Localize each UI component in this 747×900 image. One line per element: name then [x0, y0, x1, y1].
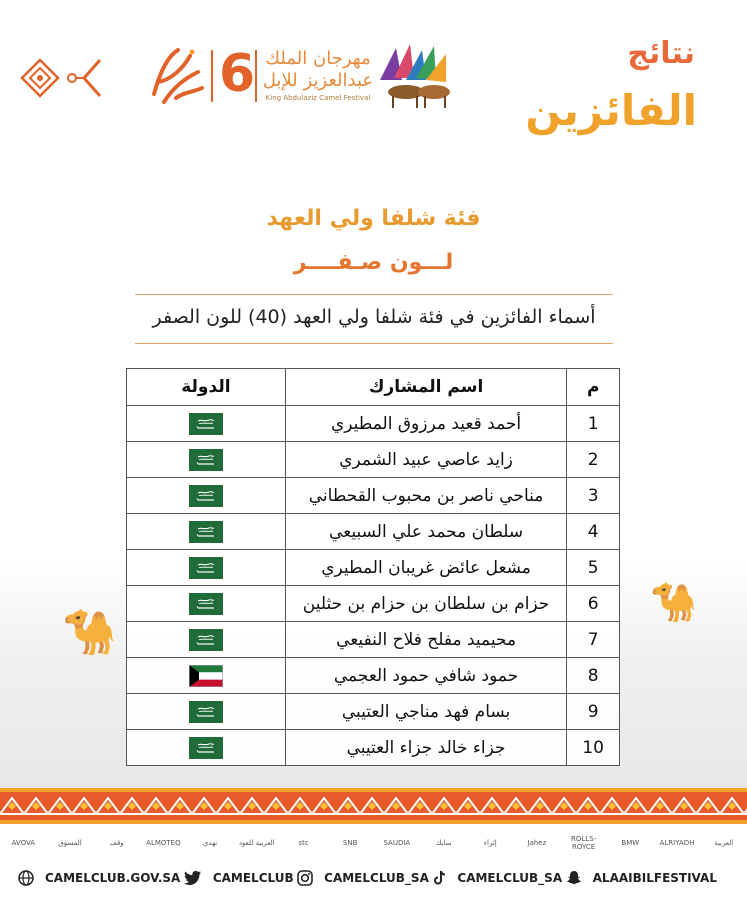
social-link-tiktok[interactable]: [432, 870, 562, 886]
row-number: 6: [567, 586, 620, 622]
country-cell: [127, 622, 286, 658]
saudi-arabia-flag-icon: [189, 629, 223, 651]
sponsor-name: Jahez: [527, 839, 547, 847]
sponsor-name: المسوق: [58, 839, 82, 847]
sponsor-logo: [560, 835, 607, 851]
footer-sadu-pattern: [0, 788, 747, 824]
sponsor-name: ROLLS-ROYCE: [571, 835, 597, 851]
camel-silhouette-icon: 🐪: [650, 580, 698, 624]
sponsor-logo: [280, 839, 327, 847]
title-winners: الفائزين: [525, 86, 697, 135]
table-row: [127, 694, 620, 730]
participant-name: حزام بن سلطان بن حزام بن حثلين: [285, 586, 567, 622]
social-handle: CAMELCLUB: [212, 871, 294, 885]
saudi-arabia-flag-icon: [189, 593, 223, 615]
sponsors-bar: [0, 826, 747, 860]
social-link-snapchat[interactable]: [566, 870, 717, 886]
participant-name: جزاء خالد جزاء العتيبي: [285, 730, 567, 766]
sponsor-logo: [140, 839, 187, 847]
table-row: [127, 622, 620, 658]
decorative-arrow-icon: [18, 56, 104, 100]
sponsor-name: نهدي: [202, 839, 218, 847]
table-row: [127, 730, 620, 766]
table-row: [127, 442, 620, 478]
logo-divider: [255, 50, 257, 102]
country-cell: [127, 730, 286, 766]
winners-table: [126, 368, 620, 766]
title-results: نتائج: [627, 36, 695, 71]
sponsor-name: AVOVA: [11, 839, 36, 847]
divider: [135, 343, 613, 344]
country-cell: [127, 694, 286, 730]
table-row: [127, 586, 620, 622]
country-cell: [127, 658, 286, 694]
saudi-arabia-flag-icon: [189, 413, 223, 435]
social-handle: CAMELCLUB_SA: [457, 871, 563, 885]
participant-name: أحمد قعيد مرزوق المطيري: [285, 406, 567, 442]
row-number: 8: [567, 658, 620, 694]
participant-name: محيميد مفلح فلاح النفيعي: [285, 622, 567, 658]
divider: [135, 294, 613, 295]
sponsor-name: العربية: [714, 839, 734, 847]
sponsor-name: stc: [298, 839, 309, 847]
festival-number: 6: [219, 44, 256, 104]
sponsor-logo: [374, 839, 421, 847]
tiktok-icon: [432, 870, 451, 886]
social-handle: CAMELCLUB.GOV.SA: [45, 871, 181, 885]
sponsor-name: إثراء: [483, 839, 497, 847]
sponsor-name: سابك: [435, 839, 452, 847]
row-number: 4: [567, 514, 620, 550]
category-color: لـــون صـفــــر: [293, 250, 454, 275]
participant-name: زايد عاصي عبيد الشمري: [285, 442, 567, 478]
sponsor-logo: [607, 839, 654, 847]
participant-name: سلطان محمد علي السبيعي: [285, 514, 567, 550]
table-header-row: [127, 369, 620, 406]
sponsor-logo: [47, 839, 94, 847]
winners-subtitle: أسماء الفائزين في فئة شلفا ولي العهد (40) للون الصفر: [152, 306, 596, 328]
table-row: [127, 406, 620, 442]
camel-silhouette-icon: 🐪: [62, 607, 117, 658]
social-link-globe[interactable]: [18, 870, 180, 886]
country-cell: [127, 478, 286, 514]
globe-icon: [18, 870, 39, 886]
instagram-icon: [297, 870, 318, 886]
table-row: [127, 550, 620, 586]
kuwait-flag-icon: [189, 665, 223, 687]
country-cell: [127, 406, 286, 442]
twitter-icon: [184, 870, 207, 886]
row-number: 1: [567, 406, 620, 442]
saudi-arabia-flag-icon: [189, 701, 223, 723]
row-number: 7: [567, 622, 620, 658]
country-cell: [127, 550, 286, 586]
sponsor-name: ALMOTEQ: [146, 839, 181, 847]
social-links-bar: [0, 866, 747, 890]
country-cell: [127, 586, 286, 622]
sponsor-logo: [514, 839, 561, 847]
sponsor-name: SNB: [342, 839, 358, 847]
participant-name: حمود شافي حمود العجمي: [285, 658, 567, 694]
sponsor-logo: [0, 839, 47, 847]
sponsor-logo: [93, 839, 140, 847]
participant-name: مناحي ناصر بن محبوب القحطاني: [285, 478, 567, 514]
sponsor-logo: [187, 839, 234, 847]
row-number: 3: [567, 478, 620, 514]
saudi-arabia-flag-icon: [189, 521, 223, 543]
saudi-arabia-flag-icon: [189, 449, 223, 471]
table-row: [127, 514, 620, 550]
sponsor-name: BMW: [621, 839, 640, 847]
sponsor-name: SAUDIA: [383, 839, 411, 847]
table-row: [127, 478, 620, 514]
social-handle: CAMELCLUB_SA: [324, 871, 429, 885]
sponsor-name: وقف: [109, 839, 124, 847]
saudi-arabia-flag-icon: [189, 737, 223, 759]
country-cell: [127, 514, 286, 550]
sponsor-logo: [233, 839, 280, 847]
logo-divider: [211, 50, 213, 102]
participant-name: بسام فهد مناجي العتيبي: [285, 694, 567, 730]
row-number: 9: [567, 694, 620, 730]
sponsor-logo: [327, 839, 374, 847]
sponsor-logo: [700, 839, 747, 847]
social-link-instagram[interactable]: [297, 870, 429, 886]
saudi-arabia-flag-icon: [189, 485, 223, 507]
table-body: [127, 406, 620, 766]
participant-name: مشعل عائض غريبان المطيري: [285, 550, 567, 586]
sponsor-name: العربية للعود: [238, 839, 275, 847]
category-title: فئة شلفا ولي العهد: [266, 206, 481, 231]
saudi-arabia-flag-icon: [189, 557, 223, 579]
sponsor-name: ALRIYADH: [659, 839, 695, 847]
festival-camel-riders-logo-icon: [376, 40, 460, 110]
sponsor-logo: [467, 839, 514, 847]
row-number: 5: [567, 550, 620, 586]
snapchat-icon: [566, 870, 587, 886]
sponsor-logo: [654, 839, 701, 847]
header-country: الدولة: [127, 369, 286, 406]
social-link-twitter[interactable]: [184, 870, 294, 886]
festival-name-english: King Abdulaziz Camel Festival: [265, 94, 371, 102]
row-number: 10: [567, 730, 620, 766]
header-number: م: [567, 369, 620, 406]
social-handle: ALAAIBILFESTIVAL: [592, 871, 717, 885]
heritage-calligraphy-logo-icon: [146, 42, 206, 108]
festival-name-arabic: مهرجان الملك عبدالعزيز للإبل: [262, 48, 374, 91]
sponsor-logo: [420, 839, 467, 847]
country-cell: [127, 442, 286, 478]
row-number: 2: [567, 442, 620, 478]
table-row: [127, 658, 620, 694]
header-participant-name: اسم المشارك: [285, 369, 567, 406]
